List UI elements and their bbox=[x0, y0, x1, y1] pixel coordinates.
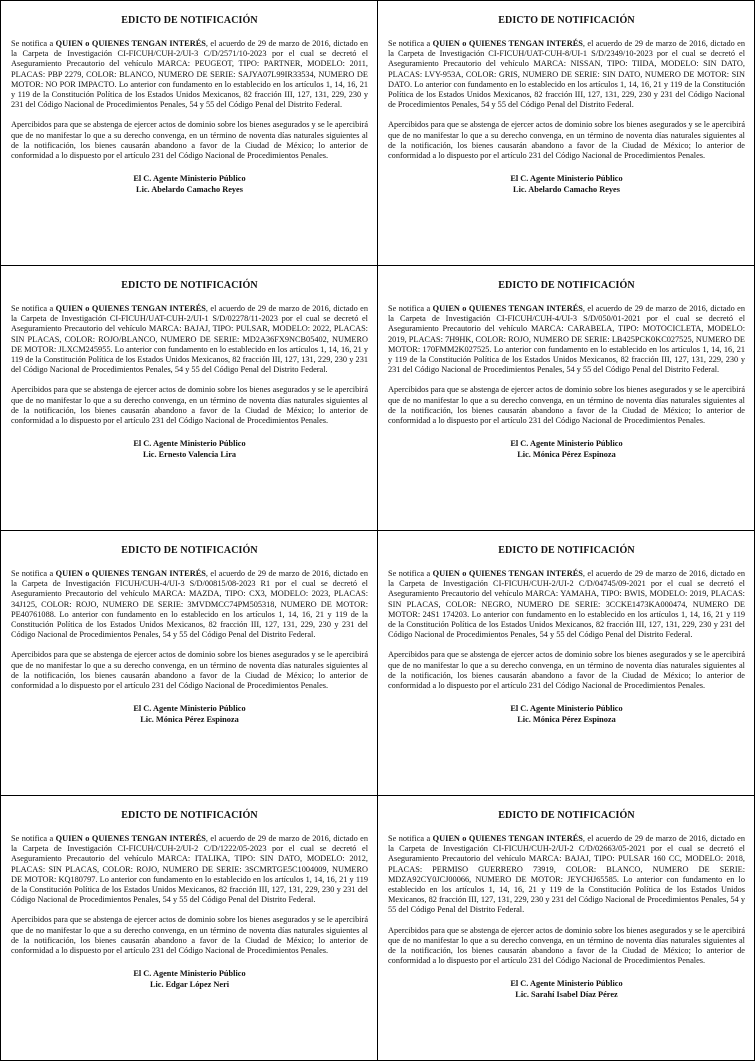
party-text: QUIEN o QUIENES TENGAN INTERÉS bbox=[55, 834, 206, 843]
signature-name: Lic. Mónica Pérez Espinoza bbox=[517, 449, 616, 459]
intro-text: Se notifica a bbox=[388, 834, 433, 843]
edicto-warning: Apercibidos para que se abstenga de ejercer actos de dominio sobre los bienes asegurados y se le apercibirá que de no manifestar lo que a su derecho convenga, en un término de noventa días naturales siguientes al de la notificación, los bienes causarán abandono a favor de la Ciudad de México; lo anterior de conformidad a lo dispuesto por el artículo 231 del Código Nacional de Procedimientos Penales. bbox=[388, 385, 745, 426]
party-text: QUIEN o QUIENES TENGAN INTERÉS bbox=[55, 569, 206, 578]
edicto-card bbox=[0, 530, 378, 796]
edicto-warning: Apercibidos para que se abstenga de ejercer actos de dominio sobre los bienes asegurados y se le apercibirá que de no manifestar lo que a su derecho convenga, en un término de noventa días naturales siguientes al de la notificación, los bienes causarán abandono a favor de la Ciudad de México; lo anterior de conformidad a lo dispuesto por el artículo 231 del Código Nacional de Procedimientos Penales. bbox=[11, 120, 368, 161]
signature-role: El C. Agente Ministerio Público bbox=[510, 174, 623, 184]
signature-role: El C. Agente Ministerio Público bbox=[510, 704, 623, 714]
edicto-card bbox=[0, 0, 378, 266]
party-text: QUIEN o QUIENES TENGAN INTERÉS bbox=[432, 39, 583, 48]
edicto-body bbox=[388, 39, 745, 110]
signature-name: Lic. Abelardo Camacho Reyes bbox=[513, 184, 620, 194]
edicto-body bbox=[11, 834, 368, 905]
signature-block bbox=[388, 439, 745, 460]
signature-role: El C. Agente Ministerio Público bbox=[510, 979, 623, 989]
signature-block bbox=[11, 174, 368, 195]
body-text: , el acuerdo de 29 de marzo de 2016, dictado en la Carpeta de Investigación CI-FICUH/UAT-CUH-8/UI-1 S/D/2349/10-2023 por el cual se decretó el Aseguramiento Precautorio del vehículo MARCA: NISSAN, TIPO: TIIDA, MODELO: SIN DATO, PLACAS: LVY-953A, COLOR: GRIS, NUMERO DE SERIE: SIN DATO, NUMERO DE MOTOR: SIN DATO. Lo anterior con fundamento en lo establecido en los artículos 1, 14, 16, 21 y 119 de la Constitución Política de los Estados Unidos Mexicanos, 82 fracción III, 127, 131, 229, 230 y 231 del Código Nacional de Procedimientos Penales, 54 y 55 del Código Penal del Distrito Federal. bbox=[388, 39, 746, 110]
edicto-body bbox=[388, 304, 745, 375]
signature-block bbox=[388, 979, 745, 1000]
edicto-card bbox=[377, 0, 755, 266]
signature-name: Lic. Mónica Pérez Espinoza bbox=[517, 714, 616, 724]
edicto-title: EDICTO DE NOTIFICACIÓN bbox=[498, 15, 635, 26]
edicto-card bbox=[377, 530, 755, 796]
intro-text: Se notifica a bbox=[388, 304, 433, 313]
edicto-title: EDICTO DE NOTIFICACIÓN bbox=[498, 545, 635, 556]
party-text: QUIEN o QUIENES TENGAN INTERÉS bbox=[432, 304, 583, 313]
edicto-warning: Apercibidos para que se abstenga de ejercer actos de dominio sobre los bienes asegurados y se le apercibirá que de no manifestar lo que a su derecho convenga, en un término de noventa días naturales siguientes al de la notificación, los bienes causarán abandono a favor de la Ciudad de México; lo anterior de conformidad a lo dispuesto por el artículo 231 del Código Nacional de Procedimientos Penales. bbox=[11, 915, 368, 956]
party-text: QUIEN o QUIENES TENGAN INTERÉS bbox=[55, 304, 206, 313]
body-text: , el acuerdo de 29 de marzo de 2016, dictado en la Carpeta de Investigación FICUH/CUH-4/UI-3 S/D/00815/08-2023 R1 por el cual se decretó el Aseguramiento Precautorio del vehículo MARCA: MAZDA, TIPO: CX3, MODELO: 2023, PLACAS: 34J125, COLOR: ROJO, NUMERO DE SERIE: 3MVDMCC74PM505318, NUMERO DE MOTOR: PE40761088. Lo anterior con fundamento en lo establecido en los artículos 1, 14, 16, 21 y 119 de la Constitución Política de los Estados Unidos Mexicanos, 82 fracción III, 127, 131, 229, 230 y 231 del Código Nacional de Procedimientos Penales, 54 y 55 del Código Penal del Distrito Federal. bbox=[11, 569, 369, 640]
signature-role: El C. Agente Ministerio Público bbox=[133, 439, 246, 449]
signature-role: El C. Agente Ministerio Público bbox=[510, 439, 623, 449]
edicto-title: EDICTO DE NOTIFICACIÓN bbox=[121, 545, 258, 556]
edicto-warning: Apercibidos para que se abstenga de ejercer actos de dominio sobre los bienes asegurados y se le apercibirá que de no manifestar lo que a su derecho convenga, en un término de noventa días naturales siguientes al de la notificación, los bienes causarán abandono a favor de la Ciudad de México; lo anterior de conformidad a lo dispuesto por el artículo 231 del Código Nacional de Procedimientos Penales. bbox=[388, 650, 745, 691]
intro-text: Se notifica a bbox=[11, 304, 56, 313]
edicto-body bbox=[388, 569, 745, 640]
intro-text: Se notifica a bbox=[11, 569, 56, 578]
signature-block bbox=[11, 439, 368, 460]
body-text: , el acuerdo de 29 de marzo de 2016, dictado en la Carpeta de Investigación CI-FICUH/CUH-2/UI-3 C/D/2571/10-2023 por el cual se decretó el Aseguramiento Precautorio del vehículo MARCA: PEUGEOT, TIPO: PARTNER, MODELO: 2011, PLACAS: PBP 2279, COLOR: BLANCO, NUMERO DE SERIE: SAJYA07L99IR33534, NUMERO DE MOTOR: NO POR IMPACTO. Lo anterior con fundamento en lo establecido en los artículos 1, 14, 16, 21 y 119 de la Constitución Política de los Estados Unidos Mexicanos, 82 fracción III, 127, 131, 229, 230 y 231 del Código Nacional de Procedimientos Penales, 54 y 55 del Código Penal del Distrito Federal. bbox=[11, 39, 369, 110]
edicto-warning: Apercibidos para que se abstenga de ejercer actos de dominio sobre los bienes asegurados y se le apercibirá que de no manifestar lo que a su derecho convenga, en un término de noventa días naturales siguientes al de la notificación, los bienes causarán abandono a favor de la Ciudad de México; lo anterior de conformidad a lo dispuesto por el artículo 231 del Código Nacional de Procedimientos Penales. bbox=[11, 385, 368, 426]
party-text: QUIEN o QUIENES TENGAN INTERÉS bbox=[432, 569, 583, 578]
edicto-title: EDICTO DE NOTIFICACIÓN bbox=[498, 280, 635, 291]
body-text: , el acuerdo de 29 de marzo de 2016, dictado en la Carpeta de Investigación CI-FICUH/CUH-2/UI-2 C/D/02663/05-2021 por el cual se decretó el Aseguramiento Precautorio del vehículo MARCA: BAJAJ, TIPO: PULSAR 160 CC, MODELO: 2018, PLACAS: PERMISO GUERRERO 73919, COLOR: BLANCO, NUMERO DE SERIE: MDZA92CY0JCJ00066, NUMERO DE MOTOR: JEYCHJ65585. Lo anterior con fundamento en lo establecido en los artículos 1, 14, 16, 21 y 119 de la Constitución Política de los Estados Unidos Mexicanos, 82 fracción III, 127, 131, 229, 230 y 231 del Código Nacional de Procedimientos Penales, 54 y 55 del Código Penal del Distrito Federal. bbox=[388, 834, 746, 915]
edicto-title: EDICTO DE NOTIFICACIÓN bbox=[121, 15, 258, 26]
edicto-warning: Apercibidos para que se abstenga de ejercer actos de dominio sobre los bienes asegurados y se le apercibirá que de no manifestar lo que a su derecho convenga, en un término de noventa días naturales siguientes al de la notificación, los bienes causarán abandono a favor de la Ciudad de México; lo anterior de conformidad a lo dispuesto por el artículo 231 del Código Nacional de Procedimientos Penales. bbox=[388, 925, 745, 966]
signature-block bbox=[11, 704, 368, 725]
edicto-body bbox=[388, 834, 745, 916]
intro-text: Se notifica a bbox=[388, 569, 433, 578]
signature-name: Lic. Edgar López Neri bbox=[149, 979, 230, 989]
body-text: , el acuerdo de 29 de marzo de 2016, dictado en la Carpeta de Investigación CI-FICUH/CUH-4/UI-3 S/D/050/01-2021 por el cual se decretó el Aseguramiento Precautorio del vehículo MARCA: CARABELA, TIPO: MOTOCICLETA, MODELO: 2019, PLACAS: 7H9HK, COLOR: ROJO, NUMERO DE SERIE: LB425PCK0KC027525, NUMERO DE MOTOR: 170FMM2K027525. Lo anterior con fundamento en lo establecido en los artículos 1, 14, 16, 21 y 119 de la Constitución Política de los Estados Unidos Mexicanos, 82 fracción III, 127, 131, 229, 230 y 231 del Código Nacional de Procedimientos Penales, 54 y 55 del Código Penal del Distrito Federal. bbox=[388, 304, 746, 375]
signature-name: Lic. Sarahí Isabel Díaz Pérez bbox=[515, 989, 618, 999]
edicto-card bbox=[0, 795, 378, 1061]
body-text: , el acuerdo de 29 de marzo de 2016, dictado en la Carpeta de Investigación CI-FICUH/UAT-CUH-2/UI-1 S/D/02278/11-2023 por el cual se decretó el Aseguramiento Precautorio del vehículo MARCA: BAJAJ, TIPO: PULSAR, MODELO: 2022, PLACAS: SIN PLACAS, COLOR: ROJO/BLANCO, NUMERO DE SERIE: MD2A36FX9NCB05402, NUMERO DE MOTOR: JLXCM245955. Lo anterior con fundamento en lo establecido en los artículos 1, 14, 16, 21 y 119 de la Constitución Política de los Estados Unidos Mexicanos, 82 fracción III, 127, 131, 229, 230 y 231 del Código Nacional de Procedimientos Penales, 54 y 55 del Código Penal del Distrito Federal. bbox=[11, 304, 369, 375]
signature-role: El C. Agente Ministerio Público bbox=[133, 969, 246, 979]
intro-text: Se notifica a bbox=[11, 834, 56, 843]
edicto-title: EDICTO DE NOTIFICACIÓN bbox=[121, 280, 258, 291]
intro-text: Se notifica a bbox=[388, 39, 433, 48]
edicto-warning: Apercibidos para que se abstenga de ejercer actos de dominio sobre los bienes asegurados y se le apercibirá que de no manifestar lo que a su derecho convenga, en un término de noventa días naturales siguientes al de la notificación, los bienes causarán abandono a favor de la Ciudad de México; lo anterior de conformidad a lo dispuesto por el artículo 231 del Código Nacional de Procedimientos Penales. bbox=[388, 120, 745, 161]
intro-text: Se notifica a bbox=[11, 39, 56, 48]
signature-block bbox=[388, 704, 745, 725]
signature-block bbox=[388, 174, 745, 195]
party-text: QUIEN o QUIENES TENGAN INTERÉS bbox=[55, 39, 206, 48]
edicto-title: EDICTO DE NOTIFICACIÓN bbox=[121, 810, 258, 821]
party-text: QUIEN o QUIENES TENGAN INTERÉS bbox=[432, 834, 583, 843]
signature-block bbox=[11, 969, 368, 990]
edicto-body bbox=[11, 569, 368, 640]
edicto-title: EDICTO DE NOTIFICACIÓN bbox=[498, 810, 635, 821]
edicto-body bbox=[11, 304, 368, 375]
signature-name: Lic. Mónica Pérez Espinoza bbox=[140, 714, 239, 724]
body-text: , el acuerdo de 29 de marzo de 2016, dictado en la Carpeta de Investigación CI-FICUH/CUH-2/UI-2 C/D/1222/05-2023 por el cual se decretó el Aseguramiento Precautorio del vehículo MARCA: ITALIKA, TIPO: SIN DATO, MODELO: 2012, PLACAS: SIN PLACAS, COLOR: ROJO, NUMERO DE SERIE: 3SCMRTGE5C1004009, NUMERO DE MOTOR: KQ180797. Lo anterior con fundamento en lo establecido en los artículos 1, 14, 16, 21 y 119 de la Constitución Política de los Estados Unidos Mexicanos, 82 fracción III, 127, 131, 229, 230 y 231 del Código Nacional de Procedimientos Penales, 54 y 55 del Código Penal del Distrito Federal. bbox=[11, 834, 369, 905]
signature-name: Lic. Ernesto Valencia Lira bbox=[142, 449, 237, 459]
edicto-card bbox=[377, 265, 755, 531]
edicto-card bbox=[377, 795, 755, 1061]
body-text: , el acuerdo de 29 de marzo de 2016, dictado en la Carpeta de Investigación CI-FICUH/CUH-2/UI-2 C/D/04745/09-2021 por el cual se decretó el Aseguramiento Precautorio del vehículo MARCA: YAMAHA, TIPO: BWIS, MODELO: 2019, PLACAS: SIN PLACAS, COLOR: NEGRO, NUMERO DE SERIE: 3CCKE1473KA000474, NUMERO DE MOTOR: 24S1 174203. Lo anterior con fundamento en lo establecido en los artículos 1, 14, 16, 21 y 119 de la Constitución Política de los Estados Unidos Mexicanos, 82 fracción III, 127, 131, 229, 230 y 231 del Código Nacional de Procedimientos Penales, 54 y 55 del Código Penal del Distrito Federal. bbox=[388, 569, 746, 640]
edicto-body bbox=[11, 39, 368, 110]
edicto-card bbox=[0, 265, 378, 531]
edicto-warning: Apercibidos para que se abstenga de ejercer actos de dominio sobre los bienes asegurados y se le apercibirá que de no manifestar lo que a su derecho convenga, en un término de noventa días naturales siguientes al de la notificación, los bienes causarán abandono a favor de la Ciudad de México; lo anterior de conformidad a lo dispuesto por el artículo 231 del Código Nacional de Procedimientos Penales. bbox=[11, 650, 368, 691]
signature-role: El C. Agente Ministerio Público bbox=[133, 704, 246, 714]
signature-name: Lic. Abelardo Camacho Reyes bbox=[136, 184, 243, 194]
signature-role: El C. Agente Ministerio Público bbox=[133, 174, 246, 184]
